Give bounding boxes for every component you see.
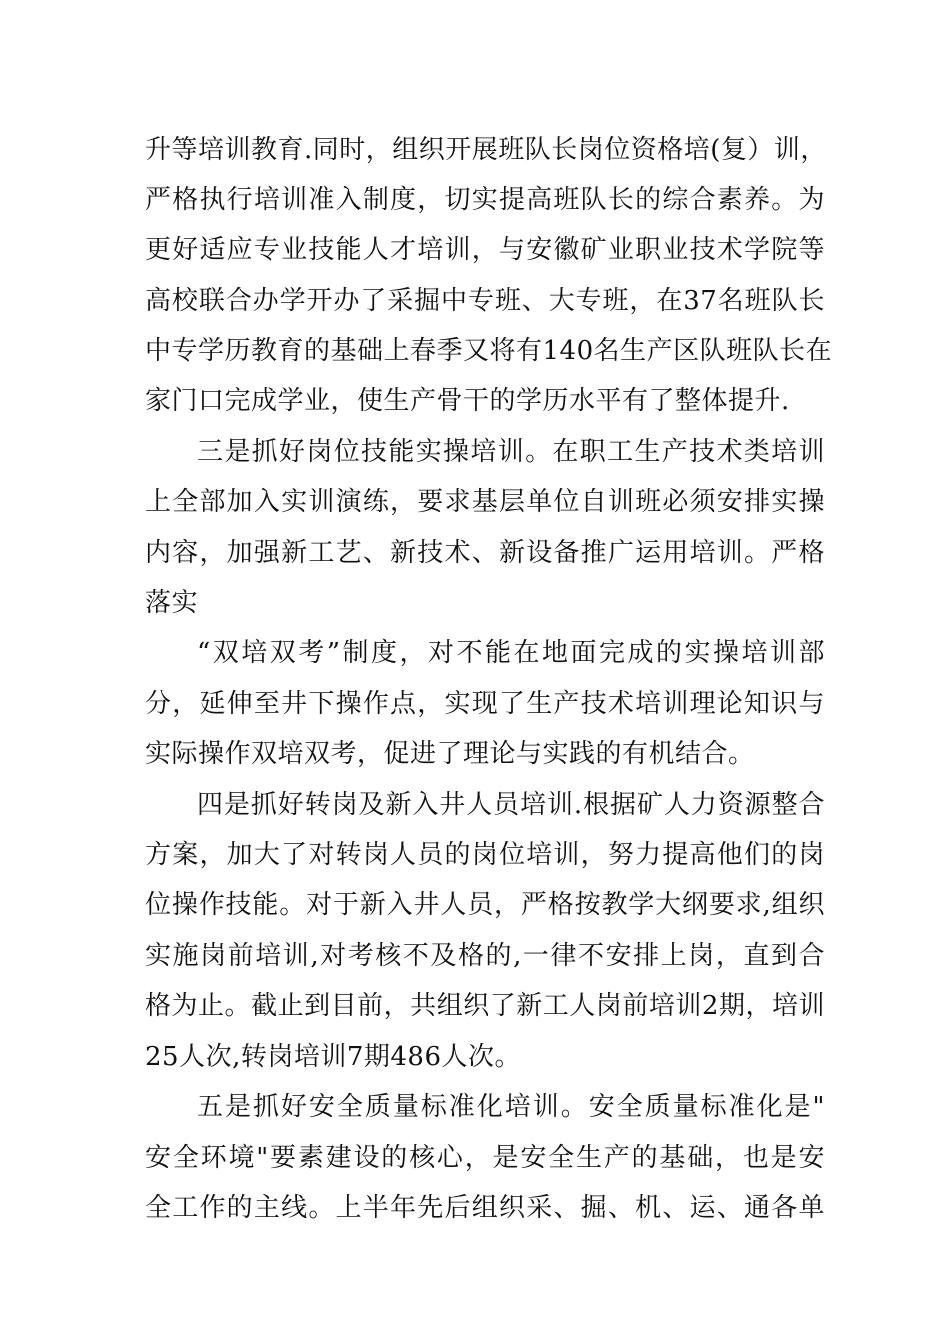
text-line: 严格执行培训准入制度，切实提高班队长的综合素养。为 (145, 185, 825, 215)
text-line: 中专学历教育的基础上春季又将有140名生产区队班队长在 (145, 336, 833, 366)
text-line: 分，延伸至井下操作点，实现了生产技术培训理论知识与 (145, 689, 825, 719)
text-line: 实际操作双培双考，促进了理论与实践的有机结合。 (145, 739, 755, 769)
text-line: 内容，加强新工艺、新技术、新设备推广运用培训。严格 (145, 538, 825, 568)
paragraph-first-line: 五是抓好安全质量标准化培训。安全质量标准化是" (197, 1092, 825, 1122)
text-line: 家门口完成学业，使生产骨干的学历水平有了整体提升. (145, 386, 790, 416)
text-line: 全工作的主线。上半年先后组织采、掘、机、运、通各单 (145, 1193, 825, 1223)
text-line: 升等培训教育.同时，组织开展班队长岗位资格培(复）训， (145, 135, 827, 165)
text-line: 高校联合办学开办了采掘中专班、大专班，在37名班队长 (145, 286, 825, 316)
text-line: 安全环境"要素建设的核心，是安全生产的基础，也是安 (145, 1143, 825, 1173)
text-line: 更好适应专业技能人才培训，与安徽矿业职业技术学院等 (145, 235, 825, 265)
paragraph-first-line: 三是抓好岗位技能实操培训。在职工生产技术类培训 (197, 437, 825, 467)
text-line: 上全部加入实训演练，要求基层单位自训班必须安排实操 (145, 487, 825, 517)
text-line: 实施岗前培训,对考核不及格的,一律不安排上岗，直到合 (145, 941, 825, 971)
text-line: 格为止。截止到目前，共组织了新工人岗前培训2期，培训 (145, 991, 825, 1021)
paragraph-first-line: “双培双考”制度，对不能在地面完成的实操培训部 (197, 638, 825, 668)
text-line: 方案，加大了对转岗人员的岗位培训，努力提高他们的岗 (145, 840, 825, 870)
text-line: 落实 (145, 588, 199, 618)
text-line: 25人次,转岗培训7期486人次。 (145, 1042, 522, 1072)
text-line: 位操作技能。对于新入井人员，严格按教学大纲要求,组织 (145, 890, 825, 920)
paragraph-first-line: 四是抓好转岗及新入井人员培训.根据矿人力资源整合 (197, 790, 825, 820)
